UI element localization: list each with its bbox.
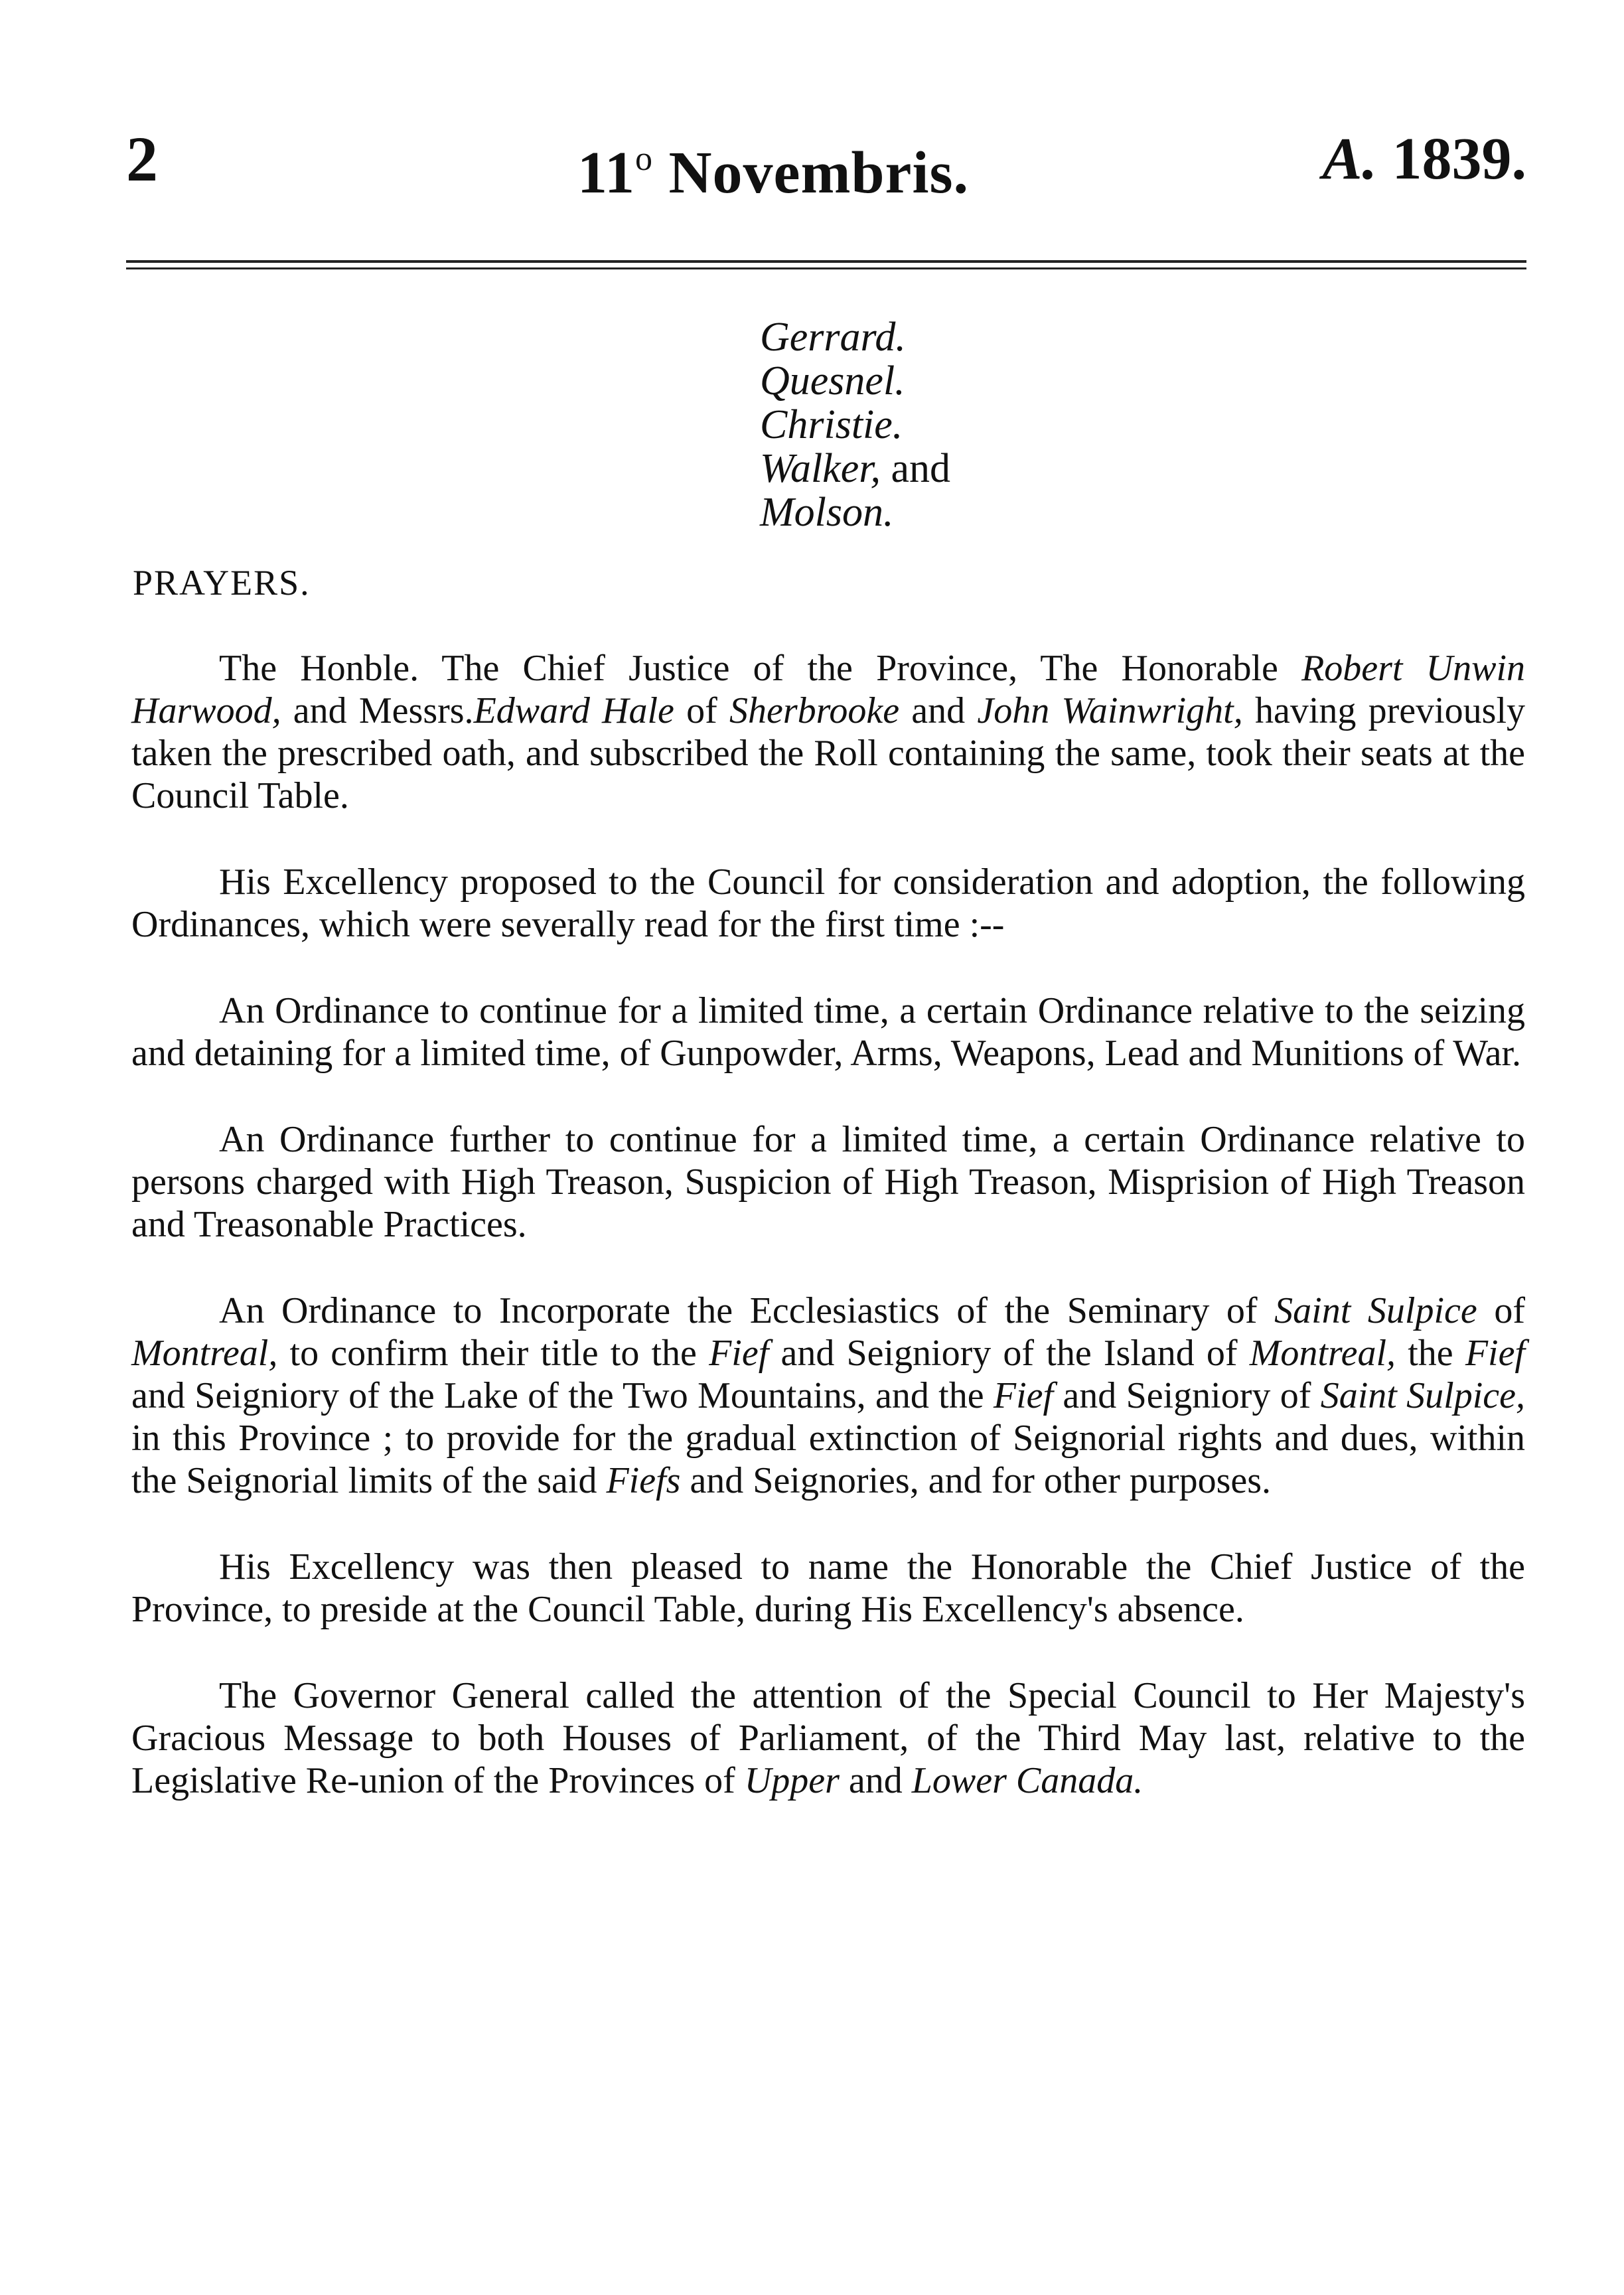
- italic-text: Robert Unwin Harwood,: [131, 648, 1525, 731]
- italic-text: Montreal,: [131, 1333, 278, 1374]
- members-present-list: [760, 315, 950, 534]
- member-name: [760, 403, 950, 447]
- paragraph: [131, 647, 1525, 817]
- year-value: 1839.: [1392, 126, 1526, 192]
- page-header: [126, 119, 1526, 206]
- italic-text: Montreal,: [1249, 1333, 1396, 1374]
- member-name-text: Molson.: [760, 490, 894, 535]
- text-segment: and: [839, 1760, 912, 1801]
- date-ordinal: o: [635, 140, 654, 178]
- text-segment: and Seigniory of the Lake of the Two Mountains, and the: [131, 1375, 994, 1416]
- text-segment: and Seigniory of the Island of: [769, 1333, 1250, 1374]
- member-name-text: Christie.: [760, 402, 903, 447]
- text-segment: in this Province ; to provide for the gradual extinction of Seignorial rights and dues, within the Seignorial limits of the said: [131, 1418, 1525, 1501]
- text-segment: and Messrs.: [281, 690, 474, 731]
- italic-text: Sherbrooke: [729, 690, 900, 731]
- italic-text: John Wainwright,: [977, 690, 1243, 731]
- member-name-text: Quesnel.: [760, 358, 905, 404]
- italic-text: Fiefs: [606, 1460, 681, 1501]
- text-segment: The Governor General called the attention of the Special Council to Her Majesty's Gracious Message to both Houses of Parliament, of the Third May last, relative to the Legislative Re-union of the Provinces of: [131, 1675, 1525, 1801]
- prayers-heading: PRAYERS.: [133, 563, 311, 603]
- page-number: 2: [126, 123, 158, 194]
- paragraph: [131, 861, 1525, 946]
- header-rule-thick: [126, 260, 1526, 263]
- member-name: [760, 447, 950, 490]
- text-segment: His Excellency proposed to the Council for consideration and adoption, the following Ordinances, which were severally read for the first time :--: [131, 861, 1525, 945]
- text-segment: The Honble. The Chief Justice of the Province, The Honorable: [219, 648, 1302, 689]
- member-name-text: Gerrard.: [760, 315, 906, 360]
- header-year: [1322, 119, 1526, 199]
- text-segment: His Excellency was then pleased to name the Honorable the Chief Justice of the Province, to preside at the Council Table, during His Excellency's absence.: [131, 1546, 1525, 1630]
- italic-text: Saint Sulpice,: [1320, 1375, 1525, 1416]
- paragraph: [131, 1546, 1525, 1631]
- paragraph: [131, 990, 1525, 1074]
- member-name-text: Walker,: [760, 446, 881, 491]
- italic-text: Saint Sulpice: [1274, 1290, 1477, 1331]
- italic-text: Lower Canada.: [911, 1760, 1144, 1801]
- italic-text: Fief: [993, 1375, 1054, 1416]
- italic-text: Upper: [744, 1760, 840, 1801]
- text-segment: An Ordinance further to continue for a limited time, a certain Ordinance relative to persons charged with High Treason, Suspicion of High Treason, Misprision of High Treason and Treasonable Practices.: [131, 1119, 1525, 1245]
- date-day: 11: [577, 140, 636, 206]
- text-segment: the: [1396, 1333, 1465, 1374]
- text-segment: to confirm their title to the: [277, 1333, 709, 1374]
- italic-text: Fief: [1465, 1333, 1525, 1374]
- text-segment: An Ordinance to continue for a limited time, a certain Ordinance relative to the seizing and detaining for a limited time, of Gunpowder, Arms, Weapons, Lead and Munitions of War.: [131, 990, 1525, 1074]
- member-name: [760, 359, 950, 403]
- italic-text: Fief: [709, 1333, 769, 1374]
- date-month: Novembris.: [668, 140, 969, 206]
- text-segment: of: [1477, 1290, 1525, 1331]
- text-segment: having previously taken the prescribed oath, and subscribed the Roll containing the same, took their seats at the Council Table.: [131, 690, 1526, 816]
- member-name: [760, 490, 950, 534]
- minutes-body: [131, 647, 1525, 1802]
- year-prefix: A.: [1322, 126, 1377, 192]
- paragraph: [131, 1290, 1525, 1502]
- member-name: [760, 315, 950, 359]
- paragraph: [131, 1674, 1525, 1802]
- text-segment: and Seignories, and for other purposes.: [680, 1460, 1272, 1501]
- member-name-suffix: and: [880, 446, 951, 491]
- paragraph: [131, 1118, 1525, 1246]
- italic-text: Edward Hale: [473, 690, 674, 731]
- header-rule-thin: [126, 267, 1526, 269]
- text-segment: An Ordinance to Incorporate the Ecclesiastics of the Seminary of: [219, 1290, 1275, 1331]
- text-segment: and Seigniory of: [1053, 1375, 1321, 1416]
- text-segment: and: [899, 690, 978, 731]
- text-segment: of: [674, 690, 729, 731]
- header-date: [577, 119, 969, 213]
